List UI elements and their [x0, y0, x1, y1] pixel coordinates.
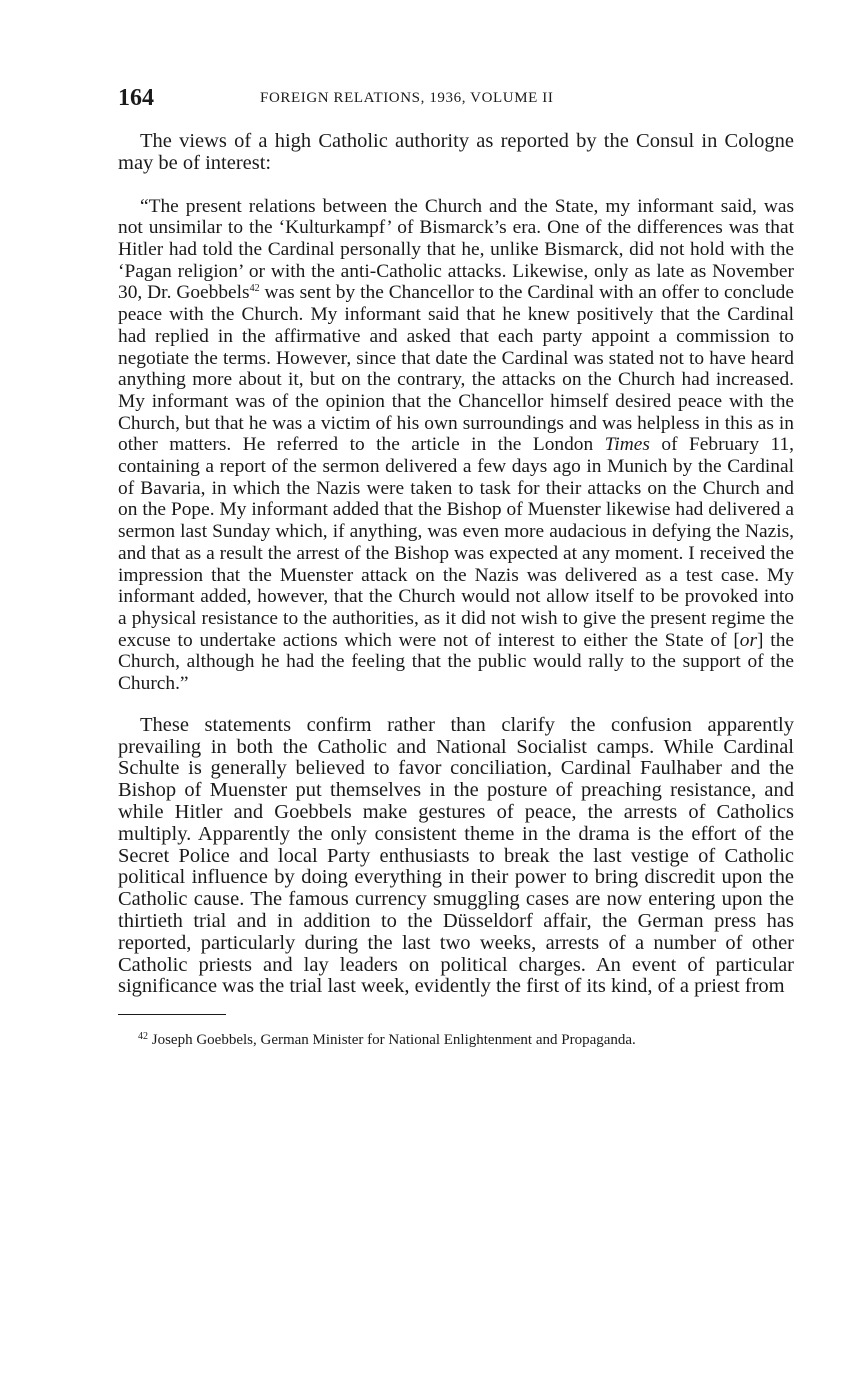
running-head: FOREIGN RELATIONS, 1936, VOLUME II	[260, 90, 554, 106]
footnote-number: 42	[138, 1031, 148, 1043]
page-header	[118, 84, 794, 118]
quote-text-part-2: was sent by the Chancellor to the Cardinal with an offer to conclude peace with the Church. My informant said that he knew positively that the Cardinal had replied in the affirmative and asked that each party appoint a commission to negotiate the terms. However, since that date the Cardinal was stated not to have heard anything more about it, but on the contrary, the attacks on the Church had increased. My informant was of the opinion that the Chancellor himself desired peace with the Church, but that he was a victim of his own surroundings and was helpless in this as in other matters. He referred to the article in the London	[118, 282, 794, 456]
intro-paragraph: The views of a high Catholic authority as reported by the Consul in Cologne may be of interest:	[118, 130, 794, 174]
editorial-insertion: or	[739, 629, 758, 651]
page-number: 164	[118, 85, 154, 111]
quote-text-part-3: of February 11, containing a report of the sermon delivered a few days ago in Munich by the Cardinal of Bavaria, in which the Nazis were taken to task for their attacks on the Church and on the Pope. My informant added that the Bishop of Muenster likewise had delivered a sermon last Sunday which, if anything, was even more audacious in defying the Nazis, and that as a result the arrest of the Bishop was expected at any moment. I received the impression that the Muenster attack on the Nazis was delivered as a test case. My informant added, however, that the Church would not allow itself to be provoked into a physical resistance to the authorities, as it did not wish to give the present regime the excuse to undertake actions which were not of interest to either the State of [	[118, 434, 794, 651]
footnote-divider	[118, 1014, 226, 1015]
quoted-report	[118, 196, 794, 695]
document-page	[118, 84, 794, 1049]
quote-text-part-1: “The present relations between the Church and the State, my informant said, was not unsimilar to the ‘Kulturkampf’ of Bismarck’s era. One of the differences was that Hitler had told the Cardinal personally that he, unlike Bismarck, did not hold with the ‘Pagan religion’ or with the anti-Catholic attacks. Likewise, only as late as November 30, Dr. Goebbels	[118, 195, 794, 304]
footnote-text: Joseph Goebbels, German Minister for National Enlightenment and Propaganda.	[151, 1032, 636, 1049]
footnote	[118, 1031, 794, 1049]
footnote-reference: 42	[249, 283, 260, 295]
analysis-paragraph: These statements confirm rather than clarify the confusion apparently prevailing in both the Catholic and National Socialist camps. While Cardinal Schulte is generally believed to favor conciliation, Cardinal Faulhaber and the Bishop of Muenster put themselves in the posture of preaching resistance, and while Hitler and Goebbels make gestures of peace, the arrests of Catholics multiply. Apparently the only consistent theme in the drama is the effort of the Secret Police and local Party enthusiasts to break the last vestige of Catholic political influence by doing everything in their power to bring discredit upon the Catholic cause. The famous currency smuggling cases are now entering upon the thirtieth trial and in addition to the Düsseldorf affair, the German press has reported, particularly during the last two weeks, arrests of a number of other Catholic priests and lay leaders on political charges. An event of particular significance was the trial last week, evidently the first of its kind, of a priest from	[118, 713, 794, 998]
newspaper-title: Times	[604, 434, 650, 456]
quote-text-part-4: ] the Church, although he had the feeling that the public would rally to the support of the Church.”	[118, 629, 794, 695]
